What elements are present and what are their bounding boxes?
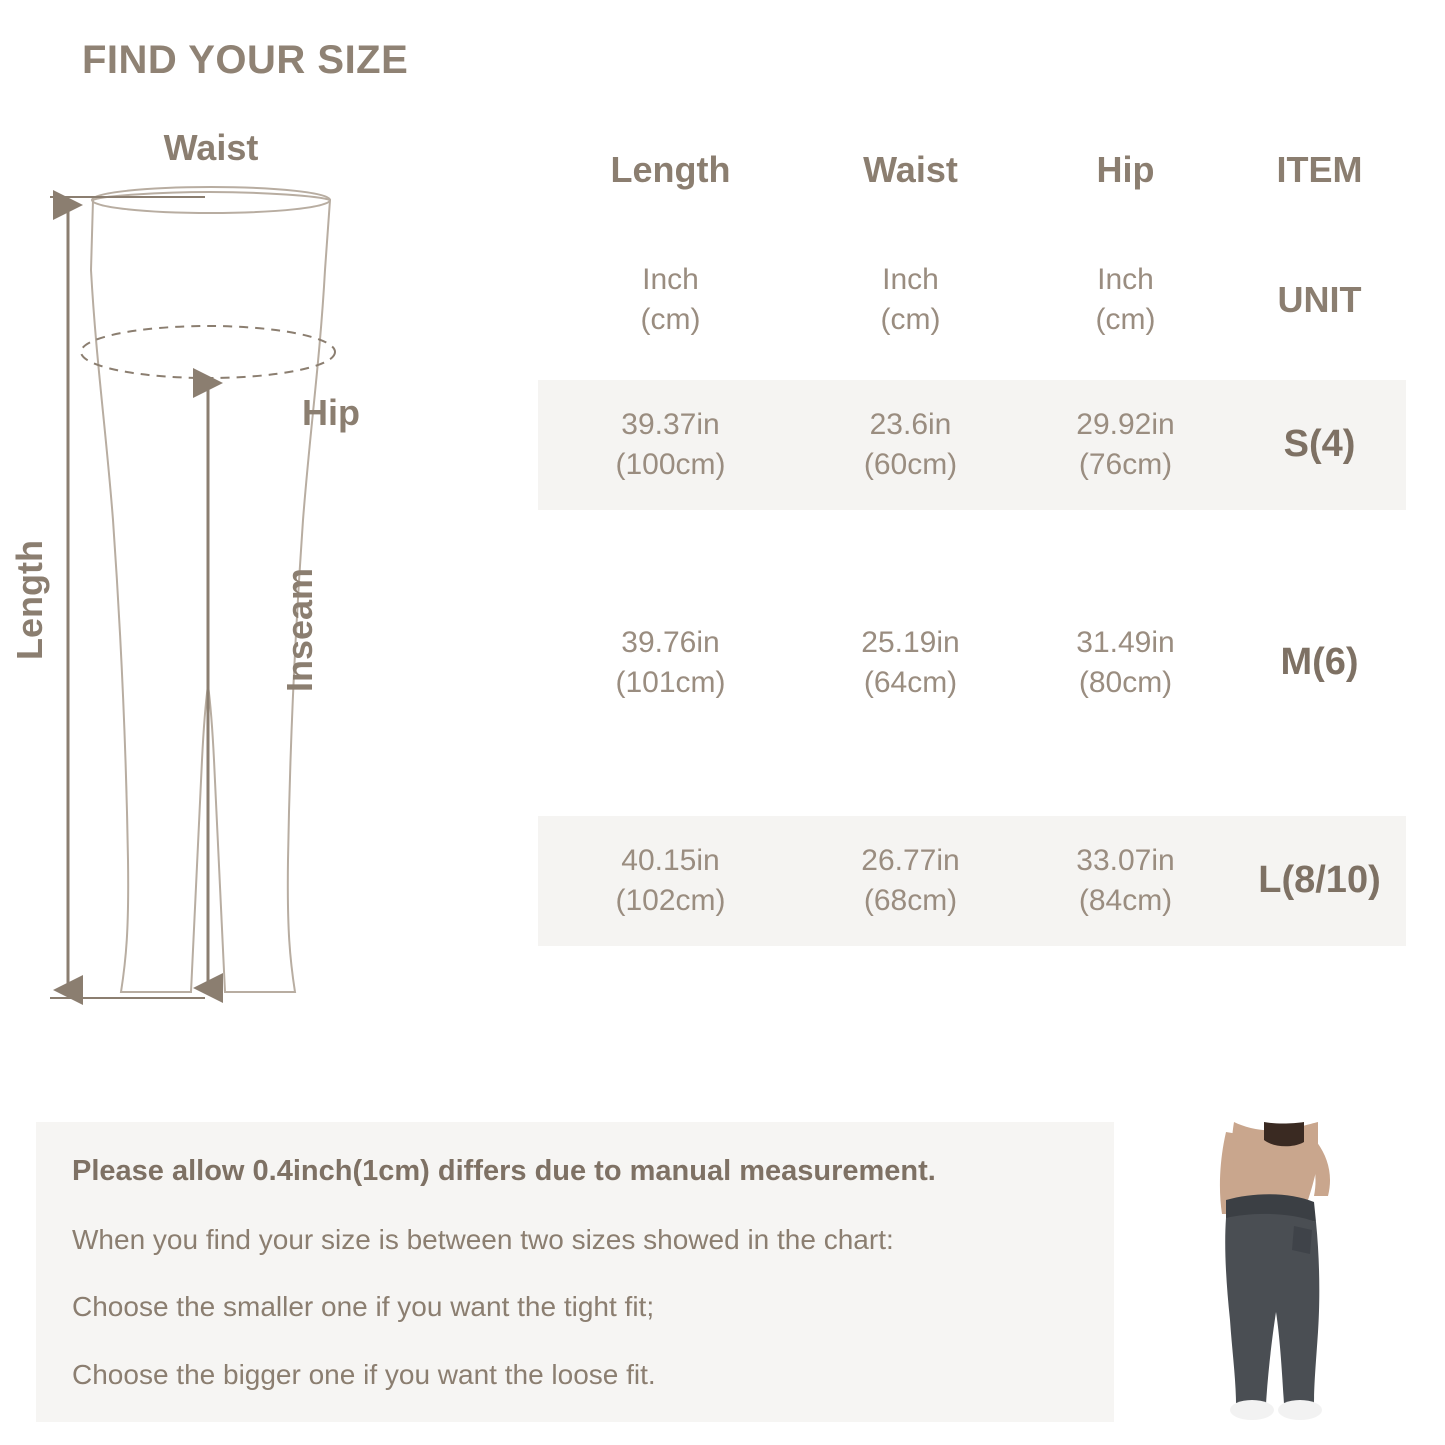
hip-ellipse xyxy=(81,326,335,378)
header-length: Length xyxy=(610,148,731,190)
note-line-3: Choose the smaller one if you want the tight fit; xyxy=(72,1291,655,1323)
table-spacer xyxy=(538,510,1406,598)
page-title: FIND YOUR SIZE xyxy=(82,38,409,82)
unit-label: UNIT xyxy=(1277,278,1362,320)
inseam-label: Inseam xyxy=(279,567,320,693)
note-line-1: Please allow 0.4inch(1cm) differs due to manual measurement. xyxy=(72,1155,936,1187)
cell-length: 39.76in (101cm) xyxy=(615,625,726,699)
hip-label: Hip xyxy=(302,392,360,433)
length-label: Length xyxy=(9,540,50,660)
cell-length: 39.37in (100cm) xyxy=(615,407,726,481)
unit-waist: Inch (cm) xyxy=(880,262,941,336)
size-table xyxy=(538,120,1406,946)
waist-label: Waist xyxy=(163,127,259,168)
cell-length: 40.15in (102cm) xyxy=(615,843,726,917)
size-diagram xyxy=(0,100,520,1040)
table-row xyxy=(538,816,1406,946)
table-spacer xyxy=(538,728,1406,816)
unit-hip: Inch (cm) xyxy=(1095,262,1156,336)
waist-ellipse xyxy=(92,187,330,213)
cell-size: L(8/10) xyxy=(1258,859,1381,902)
table-unit-row xyxy=(538,220,1406,380)
note-line-2: When you find your size is between two sizes showed in the chart: xyxy=(72,1223,894,1255)
product-photo xyxy=(1114,1122,1410,1422)
cell-hip: 29.92in (76cm) xyxy=(1076,407,1175,481)
note-line-4: Choose the bigger one if you want the loose fit. xyxy=(72,1358,656,1390)
note-text xyxy=(72,1140,1142,1411)
table-row xyxy=(538,598,1406,728)
cell-waist: 25.19in (64cm) xyxy=(861,625,960,699)
header-hip: Hip xyxy=(1096,148,1155,190)
cell-waist: 26.77in (68cm) xyxy=(861,843,960,917)
cell-waist: 23.6in (60cm) xyxy=(863,407,958,481)
cell-hip: 31.49in (80cm) xyxy=(1076,625,1175,699)
header-item: ITEM xyxy=(1276,148,1363,190)
cell-size: M(6) xyxy=(1280,641,1359,684)
cell-hip: 33.07in (84cm) xyxy=(1076,843,1175,917)
note-box xyxy=(36,1122,1410,1422)
header-waist: Waist xyxy=(863,148,958,190)
table-row xyxy=(538,380,1406,510)
cell-size: S(4) xyxy=(1283,423,1356,466)
table-header-row xyxy=(538,120,1406,220)
unit-length: Inch (cm) xyxy=(640,262,701,336)
